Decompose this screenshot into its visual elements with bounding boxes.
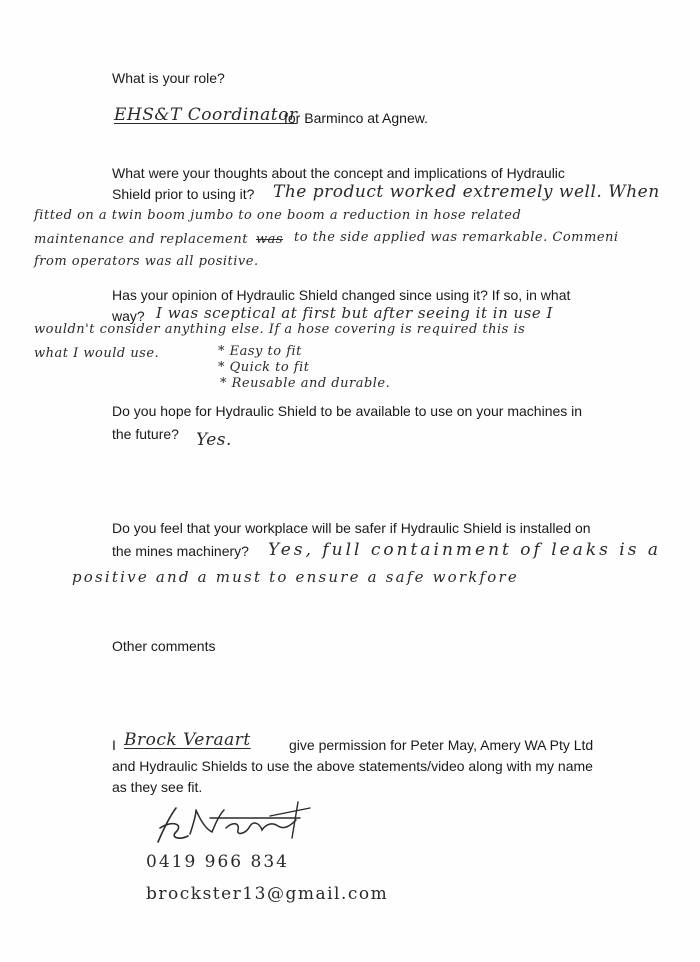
question-safer-line1: Do you feel that your workplace will be safer if Hydraulic Shield is installed on (112, 520, 591, 536)
answer-thoughts-line3a: maintenance and replacement (34, 232, 248, 247)
answer-opinion-line3: what I would use. (34, 346, 160, 361)
answer-opinion-bullet1: * Easy to fit (218, 344, 302, 359)
permission-line1: give permission for Peter May, Amery WA Pty Ltd (289, 737, 594, 753)
answer-opinion-bullet2: * Quick to fit (218, 360, 310, 375)
question-thoughts-line2: Shield prior to using it? (112, 186, 255, 202)
other-comments-label: Other comments (112, 638, 216, 654)
answer-thoughts-line2: fitted on a twin boom jumbo to one boom a reduction in hose related (34, 208, 522, 223)
answer-role-handwritten: EHS&T Coordinator (114, 105, 298, 125)
question-future-line1: Do you hope for Hydraulic Shield to be available to use on your machines in (112, 403, 583, 419)
question-safer-line2: the mines machinery? (112, 543, 249, 559)
contact-email: brockster13@gmail.com (146, 884, 389, 904)
permission-name-handwritten: Brock Veraart (124, 730, 251, 750)
question-opinion-line2: way? (112, 308, 145, 324)
permission-prefix: I (112, 737, 116, 753)
answer-thoughts-line3b: to the side applied was remarkable. Commeni (294, 230, 619, 245)
question-role: What is your role? (112, 70, 225, 86)
contact-phone: 0419 966 834 (146, 852, 289, 872)
answer-role-typed: for Barminco at Agnew. (284, 110, 428, 126)
permission-line2: and Hydraulic Shields to use the above statements/video along with my name (112, 758, 593, 774)
signature-image (150, 798, 320, 850)
answer-safer-line2: positive and a must to ensure a safe workfore (72, 568, 519, 586)
permission-line3: as they see fit. (112, 779, 203, 795)
question-opinion-line1: Has your opinion of Hydraulic Shield changed since using it? If so, in what (112, 287, 571, 303)
answer-thoughts-line4: from operators was all positive. (34, 254, 259, 269)
question-thoughts-line1: What were your thoughts about the concept and implications of Hydraulic (112, 165, 565, 181)
answer-opinion-bullet3: * Reusable and durable. (220, 376, 391, 391)
answer-opinion-line1: I was sceptical at first but after seeing it in use I (156, 304, 553, 322)
answer-safer-line1: Yes, full containment of leaks is a (268, 540, 661, 560)
question-future-line2: the future? (112, 426, 179, 442)
answer-opinion-line2: wouldn't consider anything else. If a hose covering is required this is (34, 322, 526, 337)
answer-thoughts-line1: The product worked extremely well. When (273, 182, 660, 202)
answer-thoughts-strikethrough: was (256, 232, 284, 247)
answer-future: Yes. (196, 430, 232, 450)
